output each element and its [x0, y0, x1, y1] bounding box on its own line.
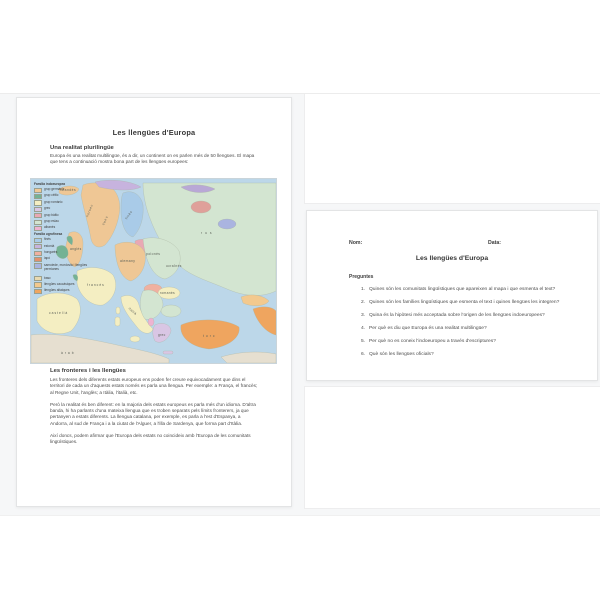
- paragraph: Així doncs, podem afirmar que l'Europa dels estats no coincideix amb l'Europa de les comunitats lingüístiques.: [50, 433, 251, 445]
- map-region-albania: [148, 318, 154, 326]
- legend-swatch: [34, 220, 42, 225]
- legend-swatch: [34, 200, 42, 205]
- map-language-label: àrab: [61, 351, 76, 355]
- legend-swatch: [34, 188, 42, 193]
- question-number: 6.: [361, 352, 366, 357]
- legend-label: lapó: [44, 256, 51, 261]
- map-region-sardinia: [115, 317, 120, 326]
- legend-swatch: [34, 213, 42, 218]
- question-text: Quines són les comunitats lingüístiques que apareixen al mapa i que esmenta el text?: [369, 287, 556, 292]
- legend-item: [34, 225, 94, 231]
- question-number: 2.: [361, 300, 366, 305]
- legend-swatch: [34, 282, 42, 287]
- legend-ugro-list: [34, 237, 94, 272]
- legend-item: [34, 282, 94, 288]
- map-language-label: turc: [203, 334, 217, 338]
- questions-heading: Preguntes: [349, 274, 374, 280]
- map-language-label: islandès: [60, 188, 77, 192]
- map-region-permian: [218, 219, 236, 229]
- page-title: Les llengües d'Europa: [112, 128, 196, 137]
- section-body-fronteres: [50, 377, 259, 452]
- legend-label: grup eslau: [44, 218, 59, 223]
- question-row: [361, 313, 589, 318]
- legend-item: [34, 263, 94, 272]
- legend-swatch: [34, 257, 42, 262]
- legend-swatch: [34, 251, 42, 256]
- legend-swatch: [34, 244, 42, 249]
- map-language-label: grec: [158, 333, 166, 337]
- worksheet-title: Les llengües d'Europa: [415, 255, 489, 262]
- legend-swatch: [34, 194, 42, 199]
- legend-item: [34, 256, 94, 262]
- legend-item: [34, 193, 94, 199]
- question-row: [361, 326, 589, 331]
- map-language-label: finès: [124, 209, 134, 221]
- page-previous-partial[interactable]: [304, 94, 600, 204]
- legend-swatch: [34, 263, 42, 268]
- question-row: [361, 287, 589, 292]
- legend-item: [34, 219, 94, 225]
- question-text: Quina és la hipòtesi més acceptada sobre l'origen de les llengües indoeuropees?: [369, 313, 545, 318]
- legend-indo-list: [34, 187, 94, 231]
- legend-label: basc: [44, 275, 51, 280]
- legend-item: [34, 200, 94, 206]
- question-text: Per què es diu que Europa és una realitat multilingüe?: [369, 326, 487, 331]
- paragraph: Però la realitat és ben diferent: en la majoria dels estats europeus es parla més d'un idioma. D'altra banda, hi ha parlants d'una mateixa llengua que es troben separats pels límits fronterers, ja que pertanyen a estats diferents. La llengua catalana, per exemple, es parla a l'est d'Espanya, a Andorra, al sud de França i a la ciutat de l'Alguer, a l'illa de Sardenya, que forma part d'Itàlia.: [50, 401, 256, 426]
- map-region-crete: [163, 351, 173, 354]
- map-language-label: anglès: [70, 247, 82, 251]
- paragraph: Les fronteres dels diferents estats europeus ens poden fer creure equivocadament que dins el territori de cada un d'aquests estats només es parla una llengua. Per exemple: a França, el francès; al Regne Unit, l'anglès; a Itàlia, l'italià, etc.: [50, 377, 258, 395]
- map-language-label: castellà: [49, 311, 69, 315]
- legend-swatch: [34, 226, 42, 231]
- legend-group-title: Família ugrofinesa: [34, 232, 63, 237]
- date-field-label: Data:: [488, 240, 501, 246]
- map-region-komi: [191, 201, 211, 213]
- legend-item: [34, 276, 94, 282]
- map-legend: [34, 181, 94, 295]
- page-next-partial[interactable]: [304, 386, 600, 509]
- legend-swatch: [34, 276, 42, 281]
- question-text: Què són les llengües oficials?: [369, 352, 434, 357]
- legend-swatch: [34, 207, 42, 212]
- questions-list: [361, 287, 589, 365]
- legend-label: grup cèltic: [44, 193, 59, 198]
- map-language-label: ucraïnès: [166, 264, 182, 268]
- legend-label: grup germànic: [44, 187, 65, 192]
- question-number: 5.: [361, 339, 366, 344]
- page-worksheet[interactable]: [306, 210, 598, 381]
- europe-languages-map[interactable]: [30, 178, 277, 364]
- legend-swatch: [34, 289, 42, 294]
- legend-item: [34, 237, 94, 243]
- legend-label: grup romànic: [44, 199, 63, 204]
- legend-group-title: Família indoeuropea: [34, 182, 65, 186]
- legend-label: grup bàltic: [44, 212, 59, 217]
- question-number: 1.: [361, 287, 366, 292]
- legend-label: grec: [44, 206, 51, 211]
- section-heading-plurilingue: Una realitat plurilingüe: [50, 145, 114, 151]
- map-language-label: suec: [101, 214, 110, 226]
- map-region-sicily: [130, 336, 140, 342]
- question-text: Per què no es coneix l'indoeuropeu a través d'escriptures?: [369, 339, 496, 344]
- legend-item: [34, 206, 94, 212]
- map-language-label: alemany: [120, 259, 136, 263]
- map-language-label: italià: [127, 306, 138, 317]
- question-row: [361, 339, 589, 344]
- legend-item: [34, 250, 94, 256]
- legend-label: llengües caucàsiques: [44, 281, 75, 286]
- legend-swatch: [34, 238, 42, 243]
- map-language-label: noruec: [85, 203, 94, 218]
- legend-label: albanès: [44, 225, 56, 230]
- legend-label: samoiede, mordovià i llengües permianes: [44, 262, 88, 272]
- map-language-label: francès: [87, 283, 105, 287]
- question-number: 3.: [361, 313, 366, 318]
- legend-item: [34, 244, 94, 250]
- section-heading-fronteres: Les fronteres i les llengües: [50, 368, 126, 374]
- name-field-label: Nom:: [349, 240, 363, 246]
- map-region-bulgaria: [161, 305, 181, 317]
- legend-label: finès: [44, 237, 51, 242]
- legend-label: llengües altaiques: [44, 288, 70, 293]
- legend-label: hongarès: [44, 249, 58, 254]
- question-row: [361, 300, 589, 305]
- map-language-label: romanès: [160, 291, 175, 295]
- legend-item: [34, 288, 94, 294]
- question-row: [361, 352, 589, 357]
- page-text-document[interactable]: [16, 97, 292, 507]
- section-body-plurilingue: Europa és una realitat multilingüe, és a dir, un continent on es parlen més de 50 llengües. El mapa que tens a continuació mostra bona part de les llengües europees:: [50, 153, 255, 165]
- map-language-label: rus: [201, 231, 215, 235]
- question-number: 4.: [361, 326, 366, 331]
- legend-label: estonià: [44, 243, 55, 248]
- question-text: Quines són les famílies lingüístiques que esmenta el text i quines llengües les integren?: [369, 300, 560, 305]
- map-region-corsica: [116, 307, 120, 314]
- map-language-label: polonès: [146, 252, 161, 256]
- legend-other-list: [34, 276, 94, 295]
